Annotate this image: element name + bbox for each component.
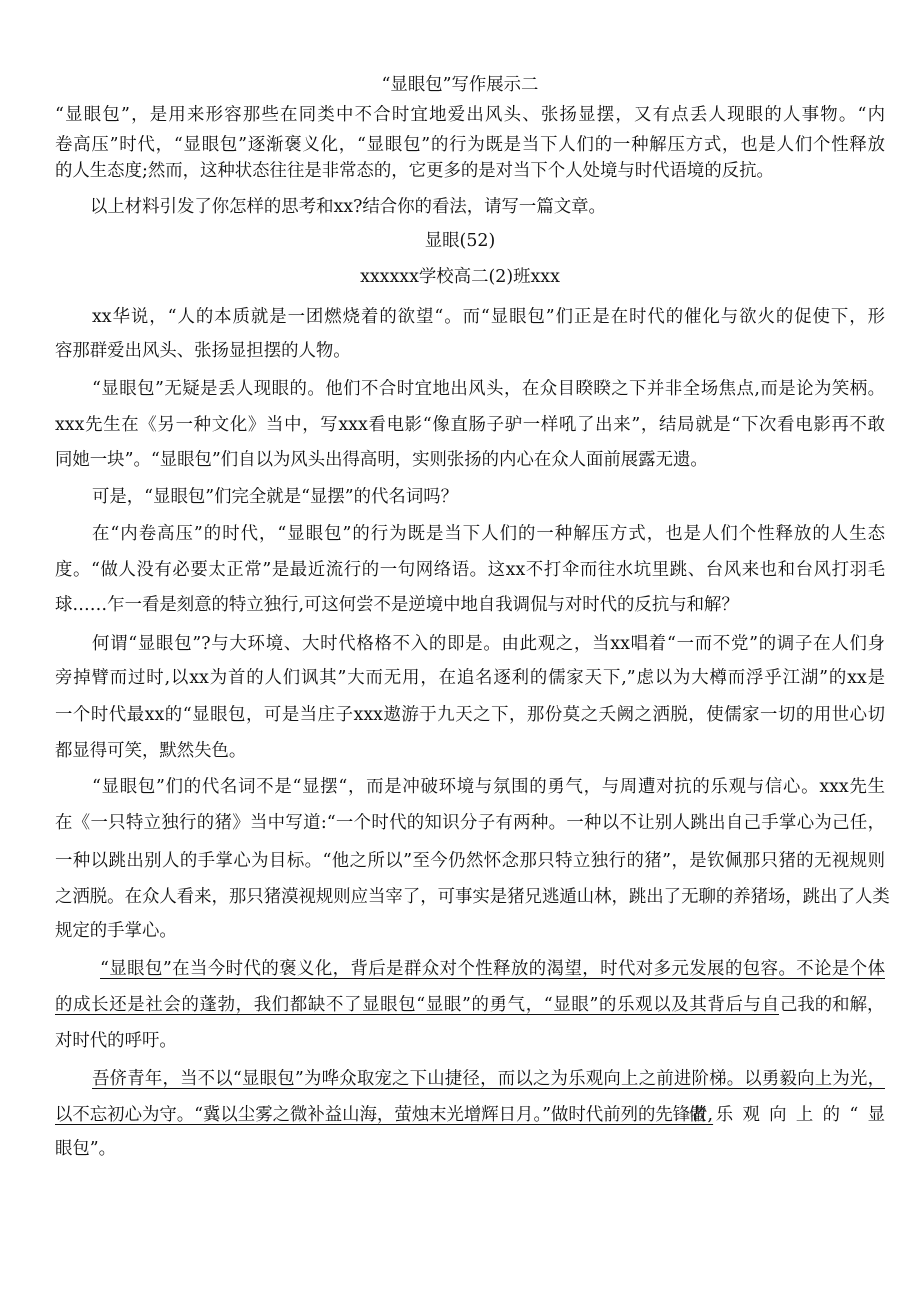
essay-paragraph-line: 度。“做人没有必要太正常”是最近流行的一句网络语。这xx不打伞而往水坑里跳、台风来也和台风打羽毛 — [55, 560, 885, 580]
essay-title: 显眼(52) — [424, 231, 496, 251]
prompt-instruction: 以上材料引发了你怎样的思考和xx?结合你的看法，请写一篇文章。 — [90, 197, 606, 217]
essay-author: xxxxxx学校高二(2)班xxx — [360, 267, 560, 287]
prompt-line: 卷高压”时代，“显眼包”逐渐褒义化，“显眼包”的行为既是当下人们的一种解压方式，也是人们个性释放 — [55, 135, 885, 155]
essay-paragraph-line: “显眼包”在当今时代的褒义化，背后是群众对个性释放的渴望，时代对多元发展的包容。不论是个体 — [100, 959, 885, 979]
essay-paragraph-line: 眼包”。 — [55, 1139, 117, 1159]
essay-paragraph-line: “显眼包”无疑是丢人现眼的。他们不合时宜地出风头，在众目睽睽之下并非全场焦点,而是论为笑柄。 — [92, 379, 885, 399]
essay-paragraph-line: 的成长还是社会的蓬勃，我们都缺不了显眼包“显眼”的勇气，“显眼”的乐观以及其背后与自 — [55, 995, 779, 1015]
essay-paragraph-line: 旁掉臂而过时,以xx为首的人们讽其”大而无用，在追名逐利的儒家天下,”虑以为大樽而浮乎江湖”的xx是 — [55, 668, 885, 688]
essay-paragraph-line: 以不忘初心为守。“冀以尘雾之微补益山海，萤烛末光增辉日月。”做时代前列的先锋者, — [55, 1105, 714, 1125]
essay-paragraph-line: 容那群爱出风头、张扬显担摆的人物。 — [55, 341, 351, 361]
essay-paragraph-line: xx华说，“人的本质就是一团燃烧着的欲望“。而“显眼包”们正是在时代的催化与欲火的促使下，形 — [92, 307, 885, 327]
essay-paragraph-line: 一个时代最xx的“显眼包，可是当庄子xxx遨游于九天之下，那份莫之夭阙之洒脱，使儒家一切的用世心切 — [55, 705, 885, 725]
essay-paragraph-line: 己我的和解， — [780, 995, 885, 1015]
essay-paragraph-line: 做乐观向上的“显 — [689, 1105, 885, 1125]
essay-paragraph-line: 同她一块”。“显眼包”们自以为风头出得高明，实则张扬的内心在众人面前展露无遗。 — [55, 450, 708, 470]
prompt-line: “显眼包”，是用来形容那些在同类中不合时宜地爱出风头、张扬显摆，又有点丢人现眼的人事物。“内 — [55, 105, 885, 125]
essay-paragraph-line: 之洒脱。在众人看来，那只猪漠视规则应当宰了，可事实是猪兄逃遁山林，跳出了无聊的养猪场，跳出了人类 — [55, 887, 890, 907]
essay-paragraph-line: 对时代的呼吁。 — [55, 1031, 177, 1051]
essay-paragraph-line: 可是，“显眼包”们完全就是“显摆”的代名词吗？ — [92, 487, 458, 507]
essay-paragraph-line: 都显得可笑，默然失色。 — [55, 741, 247, 761]
essay-paragraph-line: xxx先生在《另一种文化》当中，写xxx看电影“像直肠子驴一样吼了出来”，结局就是“下次看电影再不敢 — [55, 415, 885, 435]
essay-paragraph-line: “显眼包”们的代名词不是“显摆“，而是冲破环境与氛围的勇气，与周遭对抗的乐观与信心。xxx先生 — [92, 777, 885, 797]
essay-paragraph-line: 何谓“显眼包”?与大环境、大时代格格不入的即是。由此观之，当xx唱着“一而不党”的调子在人们身 — [92, 634, 885, 654]
essay-paragraph-line: 在《一只特立独行的猪》当中写道:“一个时代的知识分子有两种。一种以不让别人跳出自己手掌心为己任， — [55, 813, 885, 833]
essay-paragraph-line: 规定的手掌心。 — [55, 921, 177, 941]
essay-paragraph-line: 球……乍一看是刻意的特立独行,可这何尝不是逆境中地自我调侃与对时代的反抗与和解？ — [55, 595, 739, 615]
essay-paragraph-line: 一种以跳出别人的手掌心为目标。“他之所以”至今仍然怀念那只特立独行的猪”，是钦佩那只猪的无视规则 — [55, 851, 885, 871]
page-title: “显眼包”写作展示二 — [381, 75, 539, 95]
essay-paragraph-line: 吾侪青年，当不以“显眼包”为哗众取宠之下山捷径，而以之为乐观向上之前进阶梯。以勇毅向上为光， — [92, 1069, 885, 1089]
prompt-line: 的人生态度;然而，这种状态往往是非常态的，它更多的是对当下个人处境与时代语境的反抗。 — [55, 161, 774, 181]
essay-paragraph-line: 在“内卷高压”的时代，“显眼包”的行为既是当下人们的一种解压方式，也是人们个性释放的人生态 — [92, 524, 885, 544]
